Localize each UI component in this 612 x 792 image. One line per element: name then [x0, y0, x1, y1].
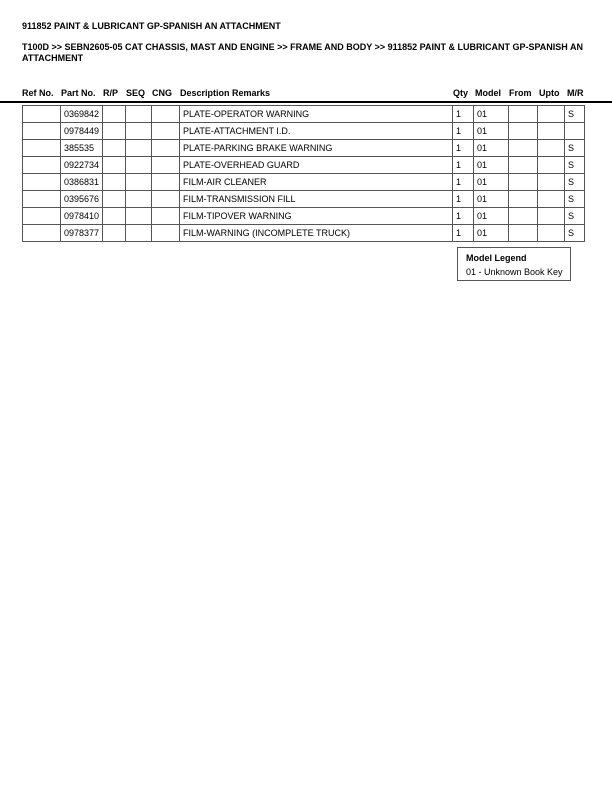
- cell-rp: [103, 157, 126, 174]
- cell-model: 01: [474, 191, 509, 208]
- cell-upto: [538, 157, 565, 174]
- cell-model: 01: [474, 174, 509, 191]
- cell-rp: [103, 191, 126, 208]
- cell-ref-no: [23, 174, 61, 191]
- cell-model: 01: [474, 140, 509, 157]
- cell-model: 01: [474, 123, 509, 140]
- cell-ref-no: [23, 140, 61, 157]
- cell-part-no: 0369842: [61, 106, 103, 123]
- cell-from: [509, 106, 538, 123]
- table-row: [23, 174, 585, 191]
- cell-rp: [103, 123, 126, 140]
- cell-from: [509, 208, 538, 225]
- cell-description: FILM-AIR CLEANER: [180, 174, 453, 191]
- cell-mr: S: [565, 208, 585, 225]
- cell-rp: [103, 140, 126, 157]
- header-cng: CNG: [152, 88, 172, 98]
- cell-from: [509, 157, 538, 174]
- cell-cng: [152, 174, 180, 191]
- cell-seq: [126, 106, 152, 123]
- cell-part-no: 0978449: [61, 123, 103, 140]
- cell-model: 01: [474, 106, 509, 123]
- table-row: [23, 225, 585, 242]
- cell-from: [509, 191, 538, 208]
- cell-part-no: 0386831: [61, 174, 103, 191]
- legend-item: 01 - Unknown Book Key: [466, 267, 563, 277]
- cell-seq: [126, 157, 152, 174]
- cell-from: [509, 225, 538, 242]
- cell-qty: 1: [453, 106, 474, 123]
- header-part-no: Part No.: [61, 88, 96, 98]
- cell-model: 01: [474, 157, 509, 174]
- header-qty: Qty: [453, 88, 469, 98]
- cell-description: PLATE-OVERHEAD GUARD: [180, 157, 453, 174]
- parts-table-body: [23, 106, 585, 242]
- cell-part-no: 0978377: [61, 225, 103, 242]
- cell-qty: 1: [453, 123, 474, 140]
- cell-mr: S: [565, 140, 585, 157]
- table-row: [23, 123, 585, 140]
- cell-qty: 1: [453, 174, 474, 191]
- cell-ref-no: [23, 123, 61, 140]
- cell-mr: S: [565, 106, 585, 123]
- cell-cng: [152, 225, 180, 242]
- header-ref-no: Ref No.: [22, 88, 54, 98]
- cell-cng: [152, 106, 180, 123]
- header-from: From: [509, 88, 532, 98]
- cell-upto: [538, 123, 565, 140]
- cell-from: [509, 174, 538, 191]
- cell-rp: [103, 225, 126, 242]
- cell-model: 01: [474, 208, 509, 225]
- cell-seq: [126, 208, 152, 225]
- cell-ref-no: [23, 157, 61, 174]
- cell-from: [509, 140, 538, 157]
- table-row: [23, 140, 585, 157]
- model-legend: [457, 247, 571, 281]
- cell-model: 01: [474, 225, 509, 242]
- parts-table: [22, 105, 585, 242]
- cell-description: FILM-TRANSMISSION FILL: [180, 191, 453, 208]
- header-model: Model: [475, 88, 501, 98]
- cell-cng: [152, 191, 180, 208]
- cell-mr: S: [565, 174, 585, 191]
- cell-mr: S: [565, 191, 585, 208]
- header-upto: Upto: [539, 88, 560, 98]
- cell-mr: [565, 123, 585, 140]
- header-divider: [0, 101, 612, 103]
- cell-upto: [538, 208, 565, 225]
- cell-upto: [538, 140, 565, 157]
- cell-seq: [126, 140, 152, 157]
- cell-qty: 1: [453, 208, 474, 225]
- cell-cng: [152, 157, 180, 174]
- header-description: Description Remarks: [180, 88, 271, 98]
- cell-upto: [538, 106, 565, 123]
- cell-part-no: 385535: [61, 140, 103, 157]
- breadcrumb: T100D >> SEBN2605-05 CAT CHASSIS, MAST AND ENGINE >> FRAME AND BODY >> 911852 PAINT & LUBRICANT GP-SPANISH AN ATTACHMENT: [22, 42, 583, 63]
- cell-ref-no: [23, 106, 61, 123]
- cell-from: [509, 123, 538, 140]
- cell-cng: [152, 140, 180, 157]
- cell-part-no: 0395676: [61, 191, 103, 208]
- cell-cng: [152, 123, 180, 140]
- cell-qty: 1: [453, 191, 474, 208]
- cell-description: PLATE-OPERATOR WARNING: [180, 106, 453, 123]
- header-mr: M/R: [567, 88, 584, 98]
- table-row: [23, 106, 585, 123]
- cell-upto: [538, 174, 565, 191]
- cell-mr: S: [565, 157, 585, 174]
- cell-ref-no: [23, 225, 61, 242]
- cell-seq: [126, 191, 152, 208]
- cell-rp: [103, 208, 126, 225]
- cell-qty: 1: [453, 140, 474, 157]
- cell-ref-no: [23, 208, 61, 225]
- cell-qty: 1: [453, 157, 474, 174]
- cell-qty: 1: [453, 225, 474, 242]
- cell-description: PLATE-ATTACHMENT I.D.: [180, 123, 453, 140]
- cell-seq: [126, 225, 152, 242]
- cell-seq: [126, 174, 152, 191]
- cell-upto: [538, 191, 565, 208]
- cell-upto: [538, 225, 565, 242]
- cell-description: PLATE-PARKING BRAKE WARNING: [180, 140, 453, 157]
- cell-part-no: 0922734: [61, 157, 103, 174]
- page-title: 911852 PAINT & LUBRICANT GP-SPANISH AN ATTACHMENT: [22, 21, 281, 31]
- cell-seq: [126, 123, 152, 140]
- cell-part-no: 0978410: [61, 208, 103, 225]
- header-rp: R/P: [103, 88, 119, 98]
- cell-ref-no: [23, 191, 61, 208]
- cell-cng: [152, 208, 180, 225]
- legend-title: Model Legend: [466, 253, 527, 263]
- header-seq: SEQ: [126, 88, 146, 98]
- cell-mr: S: [565, 225, 585, 242]
- cell-description: FILM-WARNING (INCOMPLETE TRUCK): [180, 225, 453, 242]
- table-row: [23, 157, 585, 174]
- cell-description: FILM-TIPOVER WARNING: [180, 208, 453, 225]
- table-row: [23, 208, 585, 225]
- cell-rp: [103, 106, 126, 123]
- cell-rp: [103, 174, 126, 191]
- table-row: [23, 191, 585, 208]
